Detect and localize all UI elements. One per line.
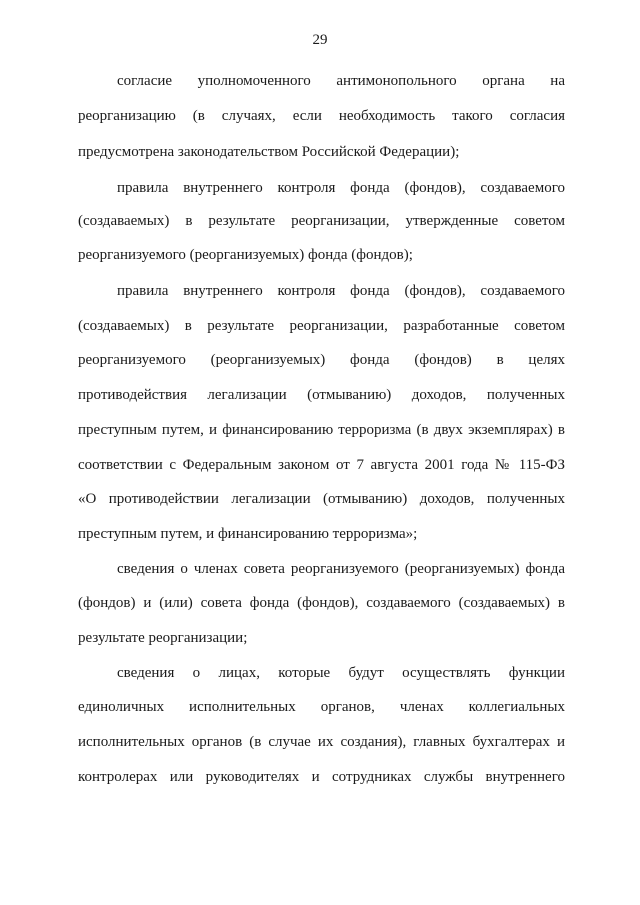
text-line: соответствии с Федеральным законом от 7 августа 2001 года № 115-ФЗ [78,457,565,473]
text-line: (создаваемых) в результате реорганизации, утвержденные советом [78,213,565,229]
text-line: согласие уполномоченного антимонопольного органа на [117,73,565,89]
text-line: реорганизуемого (реорганизуемых) фонда (фондов) в целях [78,352,565,368]
text-line: сведения о лицах, которые будут осуществлять функции [117,665,565,681]
text-line: предусмотрена законодательством Российской Федерации); [78,144,460,160]
text-line: преступным путем, и финансированию терроризма»; [78,526,418,542]
text-line: единоличных исполнительных органов, членах коллегиальных [78,699,565,715]
text-line: результате реорганизации; [78,630,248,646]
text-line: «О противодействии легализации (отмыванию) доходов, полученных [78,491,565,507]
text-line: правила внутреннего контроля фонда (фондов), создаваемого [117,283,565,299]
text-line: (фондов) и (или) совета фонда (фондов), создаваемого (создаваемых) в [78,595,565,611]
text-line: (создаваемых) в результате реорганизации, разработанные советом [78,318,565,334]
text-line: сведения о членах совета реорганизуемого (реорганизуемых) фонда [117,561,565,577]
text-line: правила внутреннего контроля фонда (фондов), создаваемого [117,180,565,196]
text-line: противодействия легализации (отмыванию) доходов, полученных [78,387,565,403]
page-number: 29 [312,32,328,48]
text-line: контролерах или руководителях и сотрудниках службы внутреннего [78,769,565,785]
text-line: реорганизацию (в случаях, если необходимость такого согласия [78,108,565,124]
text-line: преступным путем, и финансированию терроризма (в двух экземплярах) в [78,422,565,438]
text-line: реорганизуемого (реорганизуемых) фонда (фондов); [78,247,413,263]
text-line: исполнительных органов (в случае их создания), главных бухгалтерах и [78,734,565,750]
